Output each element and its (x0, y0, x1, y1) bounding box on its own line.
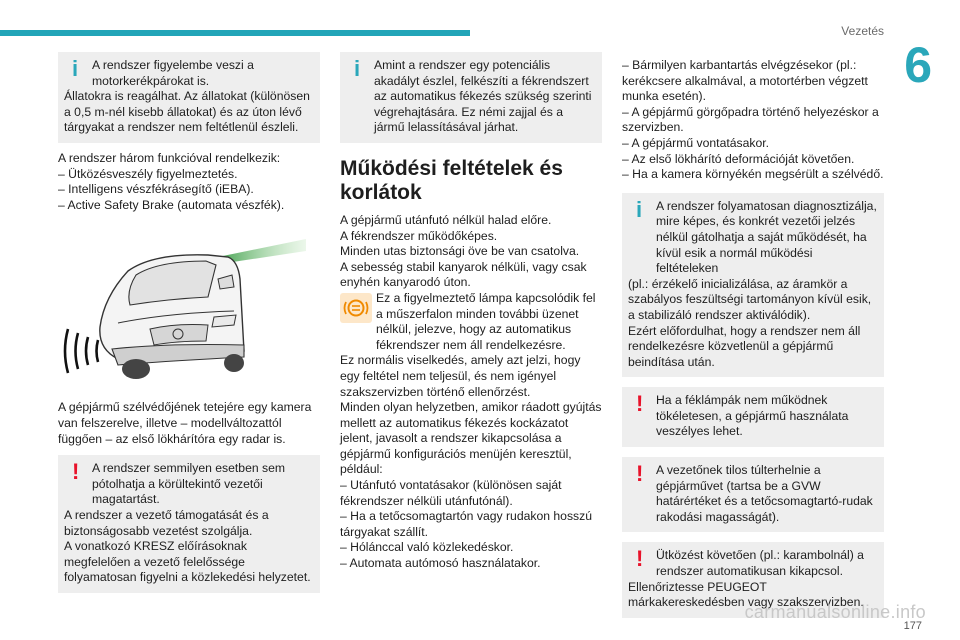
info-text: A rendszer figyelembe veszi a motorkerékpárokat is. (92, 58, 254, 88)
headlight (212, 315, 236, 327)
list-item: – A gépjármű vontatásakor. (622, 135, 770, 150)
list-item: – Intelligens vészfékrásegítő (iEBA). (58, 182, 254, 197)
van-radar-illustration (58, 231, 320, 396)
info-box (340, 52, 602, 143)
list-item: – A gépjármű görgőpadra történő helyezéskor a szervizben. (622, 104, 879, 135)
column-1 (58, 52, 320, 593)
info-text: (pl.: érzékelő inicializálása, az áramkör a szabályos feszültségi tartományon kívül esik, a stabilizáló rendszer aktiválódik). (628, 276, 872, 322)
info-icon: i (72, 56, 79, 81)
warning-icon: ! (636, 546, 644, 572)
warning-box (622, 457, 884, 532)
column-2 (340, 52, 602, 572)
lamp-note (340, 291, 602, 353)
list-item: – Ütközésveszély figyelmeztetés. (58, 166, 238, 181)
info-text: A rendszer folyamatosan diagnosztizálja, mire képes, és konkrét vezetői jelzés nélkül gátolhatja a saját működését, ha kívül esik a normál működési feltételeken (656, 198, 877, 276)
list-item: – Ha a kamera környékén megsérült a szélvédő. (622, 167, 884, 182)
page-number: 177 (903, 620, 922, 632)
radar-wave (76, 333, 79, 369)
info-text: Ezért előfordulhat, hogy a rendszer nem áll rendelkezésre közvetlenül a gépjármű beindítása után. (628, 323, 861, 369)
brake-warning-lamp-icon (340, 293, 372, 323)
info-text: Állatokra is reagálhat. Az állatokat (különösen a 0,5 m-nél kisebb állatokat) és az úton lévő tárgyakat a rendszer nem feltétlenül észleli. (64, 89, 310, 135)
info-icon: i (354, 56, 361, 81)
warning-text: A vezetőnek tilos túlterhelnie a gépjárművet (tartsa be a GVW határértéket és a tetőcsomagtartó-rudak rakodási magasságát). (656, 463, 873, 524)
list-item: – Bármilyen karbantartás elvégzésekor (pl.: kerékcsere alkalmával, a motortérben végzett munka esetén). (622, 58, 868, 104)
warning-text: Ütközést követően (pl.: karambolnál) a rendszer automatikusan kikapcsol. (656, 548, 864, 579)
front-wheel-left (122, 359, 150, 379)
brake-warning-lamp-svg (340, 293, 372, 323)
warning-text: A rendszer a vezető támogatását és a biztonságosabb vezetést szolgálja. (64, 507, 269, 538)
warning-text: A rendszer semmilyen esetben sem pótolhatja a körültekintő vezetői magatartást. (92, 461, 286, 507)
paragraph: A fékrendszer működőképes. (340, 228, 498, 243)
front-wheel-right (224, 354, 244, 372)
paragraph: A rendszer három funkcióval rendelkezik: (58, 150, 281, 165)
paragraph: A sebesség stabil kanyarok nélküli, vagy csak enyhén kanyarodó úton. (340, 259, 587, 290)
paragraph: A gépjármű utánfutó nélkül halad előre. (340, 212, 552, 227)
info-box (58, 52, 320, 143)
warning-icon: ! (636, 461, 644, 487)
info-box (622, 193, 884, 378)
list-item: – Ha a tetőcsomagtartón vagy rudakon hosszú tárgyakat szállít. (340, 509, 593, 539)
radar-wave (65, 329, 68, 373)
list-item: – Az első lökhárító deformációját követően. (622, 151, 855, 166)
warning-box (622, 387, 884, 447)
info-text: Amint a rendszer egy potenciális akadályt észlel, felkészíti a fékrendszert az automatikus fékezés szükség szerinti végrehajtására. Ez némi zajjal és a jármű lelassításával járhat. (374, 58, 592, 135)
paragraph: Ez normális viselkedés, amely azt jelzi, hogy egy feltétel nem teljesül, és nem igényel szakszervizben történő ellenőrzést. (340, 353, 581, 399)
warning-text: Ellenőriztesse PEUGEOT márkakereskedésben vagy szakszervizben. (628, 579, 864, 610)
van-radar-illustration-svg (58, 231, 320, 396)
list-item: – Utánfutó vontatásakor (különösen saját fékrendszer nélküli utánfutónál). (340, 478, 562, 508)
warning-text: A vonatkozó KRESZ előírásoknak megfelelően a vezető felelőssége folyamatosan figyelni a közlekedési helyzetet. (64, 539, 311, 585)
list-item: – Automata autómosó használatakor. (340, 556, 541, 571)
list-item: – Hólánccal való közlekedéskor. (340, 540, 514, 555)
warning-icon: ! (636, 391, 644, 417)
warning-text: Ha a féklámpák nem működnek tökéletesen, a gépjármű használata veszélyes lehet. (656, 393, 849, 439)
list-item: – Active Safety Brake (automata vészfék). (58, 197, 285, 212)
paragraph: Minden utas biztonsági öve be van csatolva. (340, 244, 580, 259)
warning-box (58, 455, 320, 593)
radar-waves (65, 329, 98, 373)
radar-wave (86, 337, 88, 365)
header-accent-bar (0, 30, 470, 36)
chapter-number: 6 (904, 37, 932, 93)
info-icon: i (636, 196, 643, 222)
paragraph: Ez a figyelmeztető lámpa kapcsolódik fel a műszerfalon minden további üzenet nélkül, jelezve, hogy az automatikus fékrendszer nem áll rendelkezésre. (376, 290, 596, 352)
paragraph: A gépjármű szélvédőjének tetejére egy kamera van felszerelve, illetve – modellváltozattól függően – az első lökhárítóra egy radar is. (58, 400, 312, 446)
radar-wave (97, 340, 99, 362)
column-3 (622, 58, 884, 618)
section-heading: Működési feltételek és korlátok (340, 156, 563, 204)
section-title: Vezetés (841, 24, 884, 38)
warning-icon: ! (72, 459, 80, 485)
paragraph: Minden olyan helyzetben, amikor ráadott gyújtás mellett az automatikus fékezés kockázatot jelent, javasolt a rendszer kikapcsolása a gépjármű konfigurációs menüjén keresztül, például: (340, 400, 602, 477)
watermark: carmanualsonline.info (744, 602, 926, 622)
